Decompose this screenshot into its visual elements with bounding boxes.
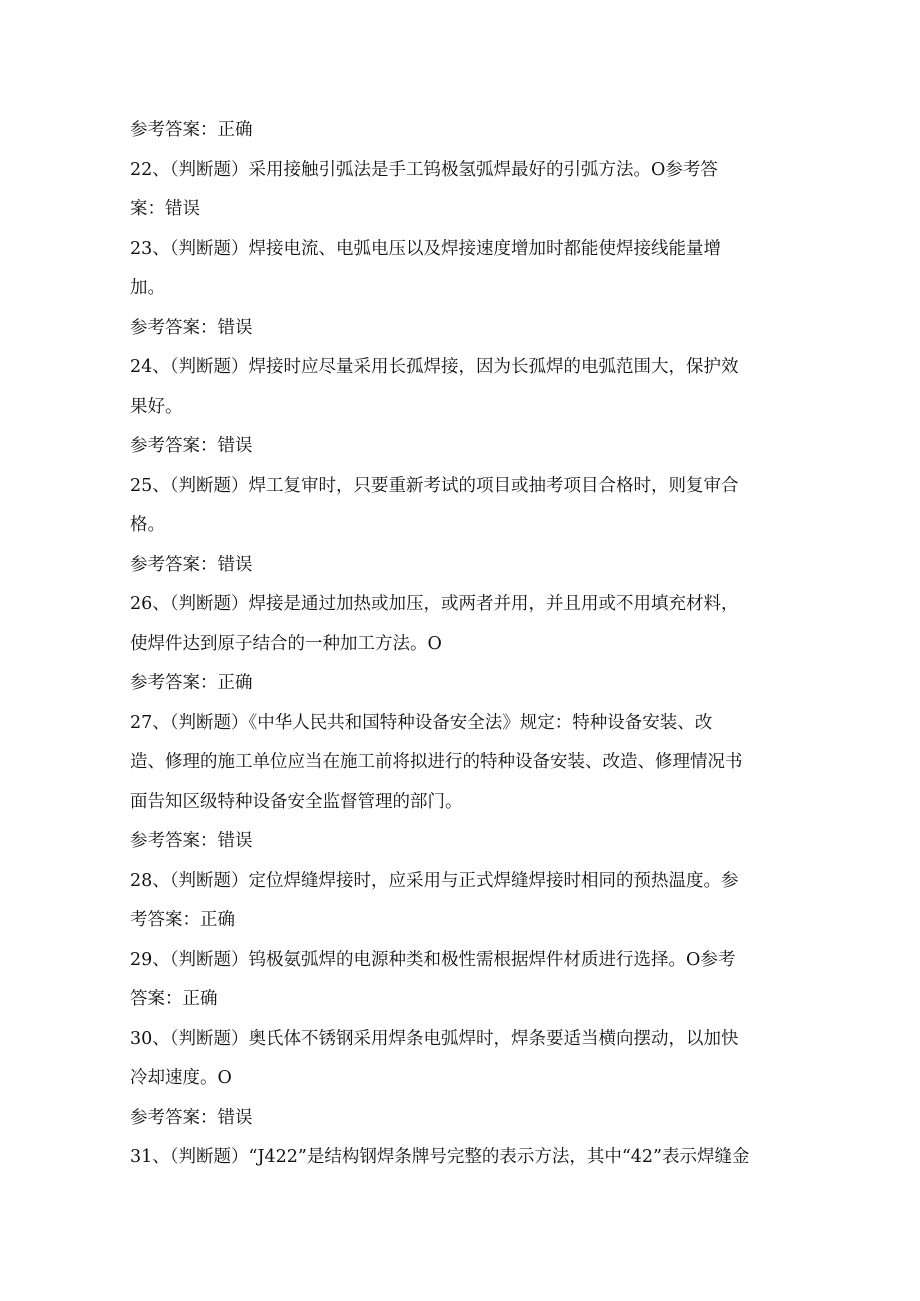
text-line: 29、（判断题）钨极氨弧焊的电源种类和极性需根据焊件材质进行选择。O参考 [130, 949, 736, 970]
text-line: 参考答案：错误 [130, 436, 253, 456]
text-line: 27、（判断题）《中华人民共和国特种设备安全法》规定：特种设备安装、改 [130, 712, 713, 733]
text-line: 30、（判断题）奥氏体不锈钢采用焊条电弧焊时，焊条要适当横向摆动，以加快 [130, 1028, 739, 1049]
text-line: 面告知区级特种设备安全监督管理的部门。 [130, 791, 463, 812]
text-line: 26、（判断题）焊接是通过加热或加压，或两者并用，并且用或不用填充材料， [130, 594, 739, 614]
text-line: 25、（判断题）焊工复审时，只要重新考试的项目或抽考项目合格时，则复审合 [130, 475, 739, 496]
text-line: 28、（判断题）定位焊缝焊接时，应采用与正式焊缝焊接时相同的预热温度。参 [130, 870, 739, 891]
text-line: 果好。 [130, 396, 183, 417]
text-line: 参考答案：正确 [130, 120, 253, 140]
document-body [130, 111, 780, 1178]
text-line: 22、（判断题）采用接触引弧法是手工钨极氢弧焊最好的引弧方法。O参考答 [130, 159, 718, 180]
text-line: 31、（判断题）“J422”是结构钢焊条牌号完整的表示方法，其中“42”表示焊缝金 [130, 1147, 750, 1167]
text-line: 参考答案：错误 [130, 1107, 253, 1128]
text-line: 格。 [130, 515, 165, 535]
text-line: 冷却速度。O [130, 1068, 232, 1088]
text-line: 参考答案：正确 [130, 673, 253, 693]
text-line: 使焊件达到原子结合的一种加工方法。O [130, 633, 442, 654]
text-line: 23、（判断题）焊接电流、电弧电压以及焊接速度增加时都能使焊接线能量增 [130, 238, 722, 259]
text-line: 案：错误 [130, 199, 200, 219]
text-line: 加。 [130, 278, 165, 298]
text-line: 参考答案：错误 [130, 831, 253, 851]
text-line: 考答案：正确 [130, 910, 235, 930]
text-line: 答案：正确 [130, 989, 218, 1009]
text-line: 24、（判断题）焊接时应尽量采用长孤焊接，因为长孤焊的电弧范围大，保护效 [130, 357, 739, 377]
text-line: 参考答案：错误 [130, 554, 253, 575]
text-line: 造、修理的施工单位应当在施工前将拟进行的特种设备安装、改造、修理情况书 [130, 752, 743, 772]
text-line: 参考答案：错误 [130, 317, 253, 338]
